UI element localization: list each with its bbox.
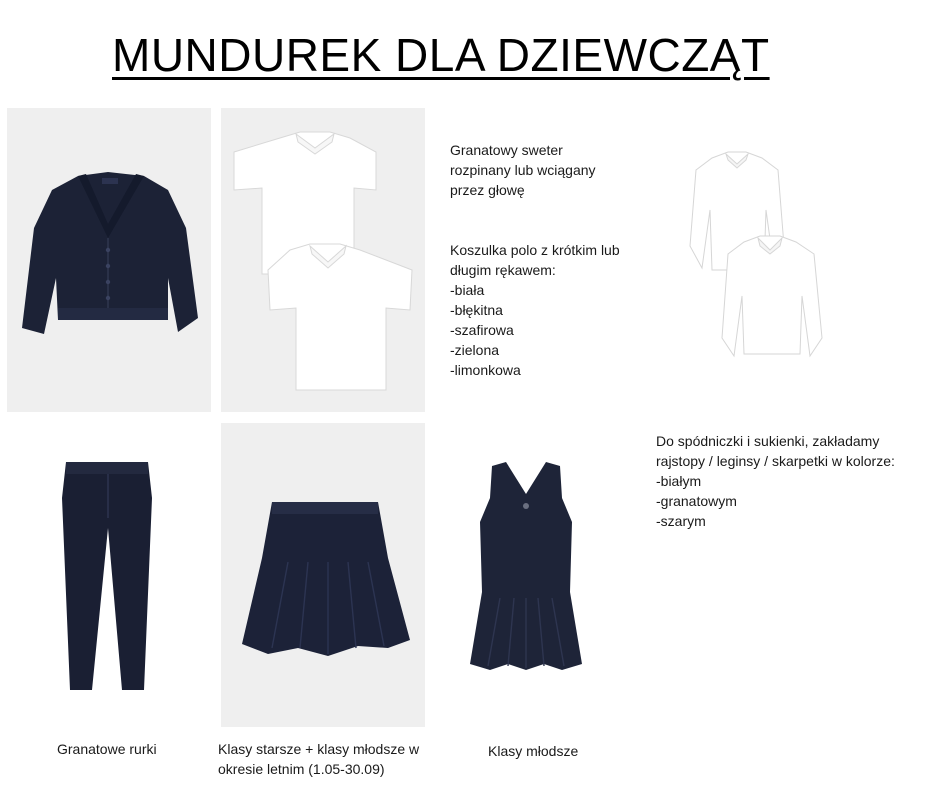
white-polo-shirts-image: [230, 128, 418, 400]
tights-description: Do spódniczki i sukienki, zakładamy rajstopy / leginsy / skarpetki w kolorze: -białym -granatowym -szarym: [656, 433, 895, 529]
navy-pinafore-image: [466, 458, 586, 674]
navy-trousers-image: [52, 458, 162, 694]
pleated-skirt-image: [238, 498, 414, 662]
navy-cardigan-image: [18, 168, 204, 340]
trousers-caption: Granatowe rurki: [57, 741, 157, 757]
sweater-description: Granatowy sweter rozpinany lub wciągany przez głowę: [450, 142, 596, 198]
polo-description: Koszulka polo z krótkim lub długim rękawem: -biała -błękitna -szafirowa -zielona -limonkowa: [450, 242, 620, 378]
long-sleeve-blouses-image: [682, 150, 832, 360]
skirt-caption: Klasy starsze + klasy młodsze w okresie letnim (1.05-30.09): [218, 741, 420, 777]
pinafore-caption: Klasy młodsze: [488, 743, 579, 759]
page-title: MUNDUREK DLA DZIEWCZĄT: [112, 29, 770, 81]
